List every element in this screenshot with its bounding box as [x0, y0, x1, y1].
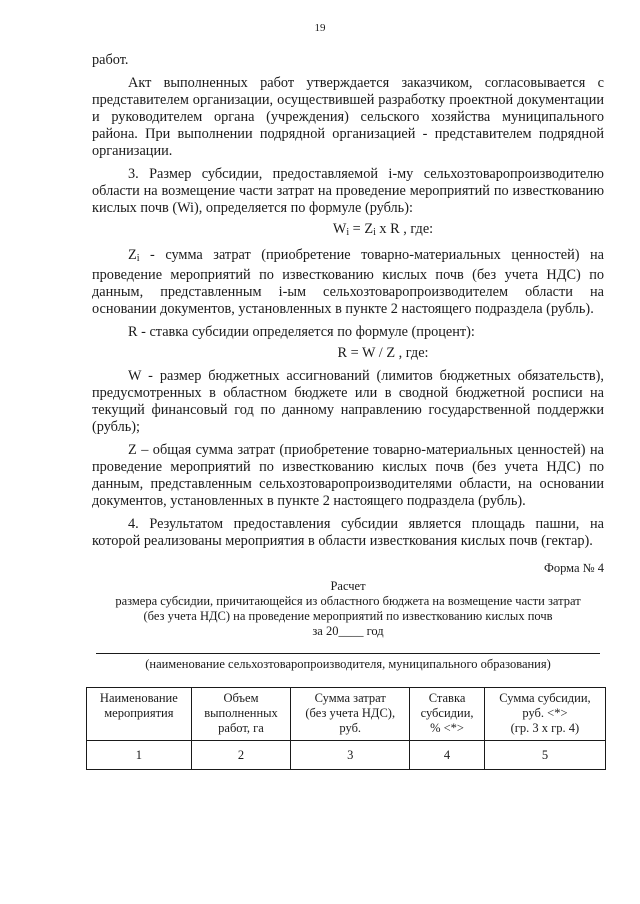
table-cell: 5 [484, 741, 605, 770]
table-cell: 2 [191, 741, 291, 770]
name-line [96, 639, 600, 654]
definition-zi: $Z_i$ - сумма затрат (приобретение товарно-материальных ценностей) на проведение мероприятий по известкованию кислых почв (без учета НДС) по данным, представленным i-ым сельхозтоваропроизводителем области на основании документов, установленных в пункте 2 настоящего подраздела (рубль). [92, 247, 604, 317]
paragraph-continuation: работ. [92, 52, 129, 68]
definition-z: Z – общая сумма затрат (приобретение товарно-материальных ценностей) на проведение мероприятий по известкованию кислых почв (без учета НДС) по данным, представленным сельхозтоваропроизводителями области, на основании документов, установленных в пункте 2 настоящего подраздела (рубль). [92, 442, 604, 509]
form-label: Форма № 4 [544, 561, 604, 575]
table-header-cell: Объем выполненных работ, га [191, 688, 291, 741]
table-cell: 3 [291, 741, 410, 770]
definition-r: R - ставка субсидии определяется по формуле (процент): [128, 324, 475, 340]
table-row [87, 741, 606, 770]
formula-wi: $W_i = Z_i$ x R , где: [332, 221, 434, 238]
calculation-table [86, 687, 606, 770]
name-caption: (наименование сельхозтоваропроизводителя, муниципального образования) [145, 657, 551, 671]
paragraph-act: Акт выполненных работ утверждается заказчиком, согласовывается с представителем организации, осуществившей разработку проектной документации и руководителем органа (учреждения) сельского хозяйства муниципального района. При выполнении подрядной организацией - представителем подрядной организации. [92, 75, 604, 159]
table-header-cell: Сумма субсидии, руб. <*> (гр. 3 х гр. 4) [484, 688, 605, 741]
formula-r: R = W / Z , где: [337, 345, 429, 361]
form-title: Расчет размера субсидии, причитающейся из областного бюджета на возмещение части затрат (без учета НДС) на проведение мероприятий по известкованию кислых почв за 20____ год [115, 579, 581, 638]
table-header-cell: Ставка субсидии, % <*> [410, 688, 485, 741]
table-cell: 1 [87, 741, 192, 770]
page-number: 19 [314, 22, 326, 34]
table-header-row [87, 688, 606, 741]
table-cell: 4 [410, 741, 485, 770]
definition-w: W - размер бюджетных ассигнований (лимитов бюджетных обязательств), предусмотренных в областном бюджете или в сводной бюджетной росписи на текущий финансовый год по данному направлению государственной поддержки (рубль); [92, 368, 604, 435]
table-header-cell: Наименование мероприятия [87, 688, 192, 741]
table-header-cell: Сумма затрат (без учета НДС), руб. [291, 688, 410, 741]
document-body [92, 52, 604, 770]
paragraph-subsidy-size: 3. Размер субсидии, предоставляемой i-му сельхозтоваропроизводителю области на возмещение части затрат на проведение мероприятий по известкованию кислых почв (Wi), определяется по формуле (рубль): [92, 166, 604, 216]
paragraph-result: 4. Результатом предоставления субсидии является площадь пашни, на которой реализованы мероприятия в области известкования кислых почв (гектар). [92, 516, 604, 549]
